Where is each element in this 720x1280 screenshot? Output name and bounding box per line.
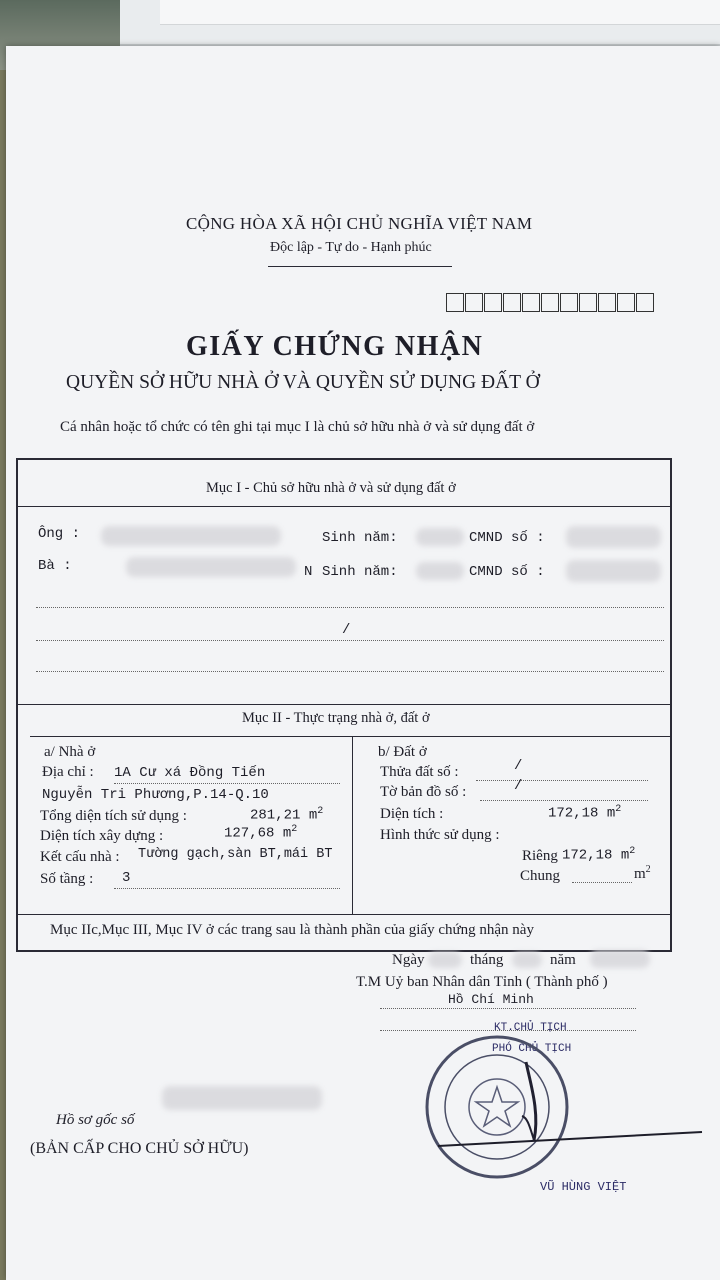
signer-role-2: PHÓ CHỦ TỊCH — [492, 1043, 572, 1055]
redacted-owner1-name — [101, 526, 281, 546]
house-total-area-label: Tổng diện tích sử dụng : — [40, 808, 187, 824]
owner2-name-suffix: N — [304, 564, 313, 580]
owner1-label: Ông : — [38, 526, 81, 542]
owner1-id-label: CMND số : — [469, 530, 545, 546]
owner2-birth-label: Sinh năm: — [322, 564, 398, 580]
motto-underline — [268, 266, 452, 267]
motto: Độc lập - Tự do - Hạnh phúc — [270, 240, 432, 255]
certificate-intro: Cá nhân hoặc tổ chức có tên ghi tại mục I là chủ sở hữu nhà ở và sử dụng đất ở — [60, 419, 535, 435]
owner1-birth-label: Sinh năm: — [322, 530, 398, 546]
certificate-paper — [6, 46, 720, 1280]
official-seal-icon — [422, 1032, 572, 1182]
house-floors-label: Số tầng : — [40, 871, 94, 887]
section2-column-divider — [352, 736, 353, 914]
section2-heading-divider — [30, 736, 670, 737]
house-built-area-value: 127,68 $m^2$ — [224, 824, 298, 842]
section1-divider — [18, 506, 670, 507]
redacted-owner2-name — [126, 557, 296, 577]
house-structure-value: Tường gạch,sàn BT,mái BT — [138, 847, 333, 862]
section2-heading: Mục II - Thực trạng nhà ở, đất ở — [242, 710, 430, 726]
land-area-label: Diện tích : — [380, 806, 444, 822]
redacted-owner2-id — [566, 560, 661, 582]
signature-stroke — [436, 1124, 706, 1154]
address-line1-dots — [114, 783, 340, 784]
land-map-dots — [480, 800, 648, 801]
land-heading: b/ Đất ở — [378, 744, 427, 760]
redacted-owner2-birth — [416, 562, 464, 580]
land-shared-dots — [572, 882, 632, 883]
footer-note: Mục IIc,Mục III, Mục IV ở các trang sau là thành phần của giấy chứng nhận này — [50, 922, 534, 938]
paper-stack-behind-top — [160, 0, 720, 25]
house-address-line1: 1A Cư xá Đồng Tiến — [114, 765, 266, 781]
house-floors-value: 3 — [122, 870, 131, 886]
certificate-title: GIẤY CHỨNG NHẬN — [186, 331, 484, 362]
house-total-area-value: 281,21 $m^2$ — [250, 806, 324, 824]
national-title: CỘNG HÒA XÃ HỘI CHỦ NGHĨA VIỆT NAM — [186, 214, 533, 233]
redacted-owner1-id — [566, 526, 661, 548]
signer-role: KT.CHỦ TỊCH — [494, 1022, 567, 1034]
house-address-line2: Nguyễn Tri Phương,P.14-Q.10 — [42, 787, 269, 803]
section2-bottom-divider — [18, 914, 670, 915]
signer-name: VŨ HÙNG VIỆT — [540, 1180, 627, 1194]
date-month-label: tháng — [470, 952, 504, 968]
owner2-id-label: CMND số : — [469, 564, 545, 580]
house-heading: a/ Nhà ở — [44, 744, 96, 760]
house-built-area-label: Diện tích xây dựng : — [40, 828, 164, 844]
house-address-label: Địa chỉ : — [42, 764, 94, 780]
redacted-day — [428, 952, 462, 968]
on-behalf-label: T.M Uỷ ban Nhân dân Tỉnh ( Thành phố ) — [356, 974, 608, 990]
land-map-label: Tờ bản đồ số : — [380, 784, 467, 800]
land-parcel-value: / — [514, 758, 523, 774]
land-parcel-label: Thửa đất số : — [380, 764, 459, 780]
land-area-value: 172,18 $m^2$ — [548, 804, 622, 822]
land-map-value: / — [514, 778, 523, 794]
certificate-subtitle: QUYỀN SỞ HỮU NHÀ Ở VÀ QUYỀN SỬ DỤNG ĐẤT Ở — [66, 372, 540, 393]
blank-line-2 — [36, 640, 664, 641]
blank-line-1 — [36, 607, 664, 608]
land-usage-label: Hình thức sử dụng : — [380, 827, 500, 843]
land-shared-label: Chung — [520, 868, 561, 884]
date-year-label: năm — [550, 952, 576, 968]
city-name: Hồ Chí Minh — [448, 992, 534, 1007]
redacted-year — [590, 950, 650, 968]
land-private-label: Riêng — [522, 848, 558, 864]
redacted-month — [512, 952, 542, 968]
section2-top-divider — [18, 704, 670, 705]
date-day-label: Ngày — [392, 952, 425, 968]
city-dots — [380, 1008, 636, 1009]
land-private-value: 172,18 $m^2$ — [562, 846, 636, 864]
floors-dots — [114, 888, 340, 889]
record-copy-note: (BẢN CẤP CHO CHỦ SỞ HỮU) — [30, 1140, 249, 1157]
owner2-label: Bà : — [38, 558, 72, 574]
land-parcel-dots — [476, 780, 648, 781]
house-structure-label: Kết cấu nhà : — [40, 849, 120, 865]
serial-number-boxes — [446, 293, 655, 317]
redacted-owner1-birth — [416, 528, 464, 546]
redacted-file-number — [162, 1086, 322, 1110]
section1-slash: / — [342, 622, 351, 638]
blank-line-3 — [36, 671, 664, 672]
section1-heading: Mục I - Chủ sở hữu nhà ở và sử dụng đất ở — [206, 480, 456, 496]
record-file-label: Hồ sơ gốc số — [56, 1112, 135, 1128]
land-shared-unit: $m^2$ — [634, 864, 651, 882]
